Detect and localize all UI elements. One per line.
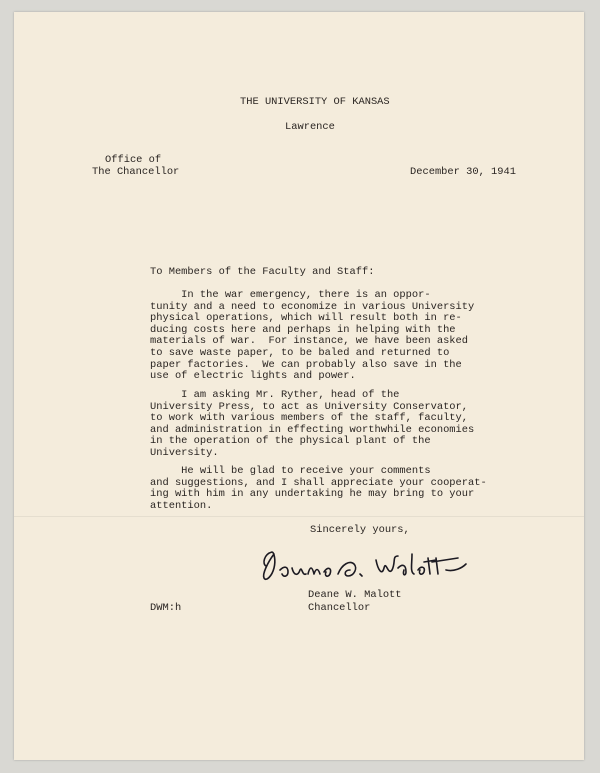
paragraph-2 — [150, 390, 474, 460]
paragraph-1-line: tunity and a need to economize in various University — [150, 300, 475, 313]
paragraph-2-line: University Press, to act as University Conservator, — [150, 400, 469, 413]
letter-date: December 30, 1941 — [410, 166, 517, 178]
paragraph-2-line: and administration in effecting worthwhile economies — [150, 423, 475, 436]
paragraph-3-line: and suggestions, and I shall appreciate your cooperat- — [150, 476, 487, 489]
paragraph-3 — [150, 466, 487, 512]
paragraph-3-line: attention. — [150, 499, 213, 512]
letterhead-university: THE UNIVERSITY OF KANSAS — [240, 96, 390, 108]
handwritten-signature — [258, 546, 478, 586]
paragraph-1-line: paper factories. We can probably also save in the — [150, 358, 462, 371]
typist-initials: DWM:h — [150, 602, 182, 614]
paragraph-3-line: ing with him in any undertaking he may bring to your — [150, 488, 475, 501]
office-line-2: The Chancellor — [92, 166, 180, 178]
signer-name: Deane W. Malott — [308, 589, 402, 601]
paragraph-1-line: In the war emergency, there is an oppor- — [150, 289, 431, 301]
paragraph-2-line: in the operation of the physical plant of the — [150, 435, 431, 448]
paragraph-1-line: ducing costs here and perhaps in helping with the — [150, 323, 456, 336]
closing: Sincerely yours, — [310, 524, 410, 536]
salutation: To Members of the Faculty and Staff: — [150, 266, 375, 278]
paragraph-1-line: use of electric lights and power. — [150, 370, 356, 383]
signer-title: Chancellor — [308, 602, 371, 614]
letterhead-city: Lawrence — [285, 121, 335, 133]
office-line-1: Office of — [105, 154, 162, 166]
paragraph-3-line: He will be glad to receive your comments — [150, 465, 431, 477]
paragraph-2-line: to work with various members of the staff, faculty, — [150, 412, 469, 425]
paragraph-1-line: physical operations, which will result both in re- — [150, 312, 462, 325]
paragraph-1 — [150, 290, 474, 383]
paragraph-1-line: to save waste paper, to be baled and returned to — [150, 346, 450, 359]
paragraph-2-line: I am asking Mr. Ryther, head of the — [150, 389, 400, 401]
paragraph-2-line: University. — [150, 446, 219, 459]
fold-line — [14, 516, 584, 517]
paragraph-1-line: materials of war. For instance, we have been asked — [150, 335, 469, 348]
